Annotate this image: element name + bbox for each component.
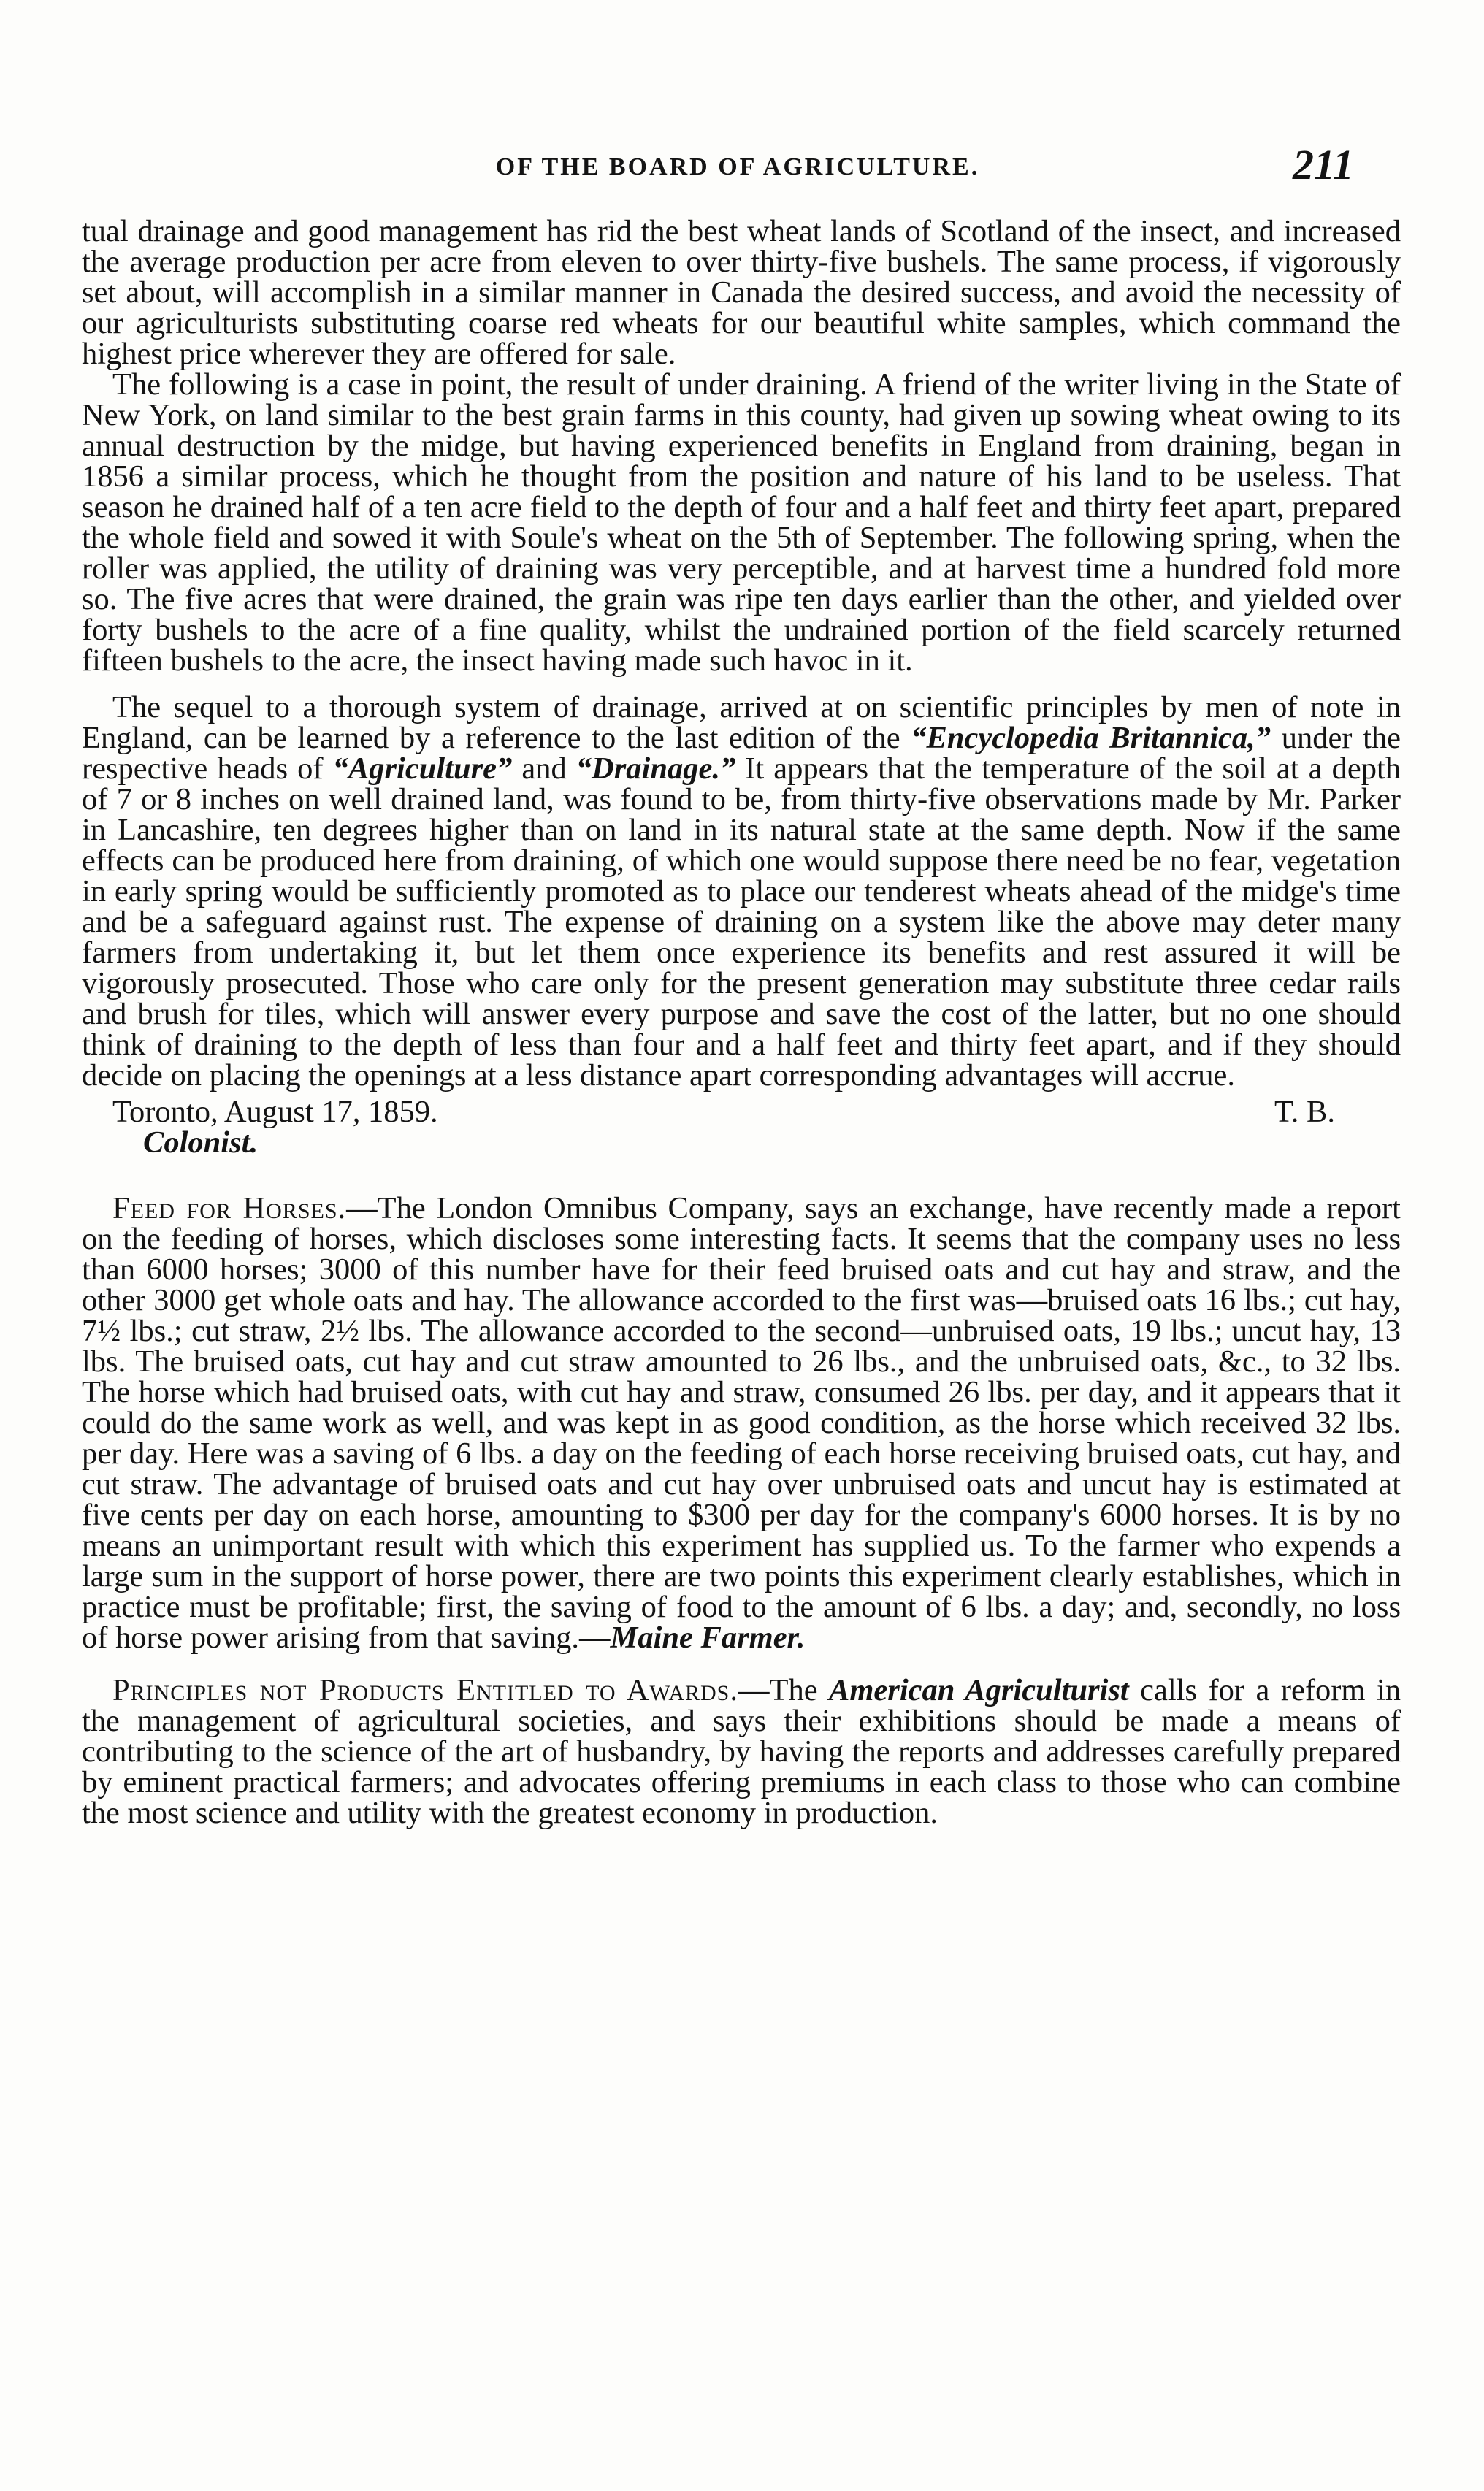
article-1-paragraph-3 (82, 692, 1401, 1091)
article-3-paragraph (82, 1675, 1401, 1829)
article-1-paragraph-1: tual drainage and good management has rid the best wheat lands of Scotland of the insect, and increased the average production per acre from eleven to over thirty-five bushels. The same process, if vigorously set about, will accomplish in a similar manner in Canada the desired success, and avoid the necessity of our agriculturists substituting coarse red wheats for our beautiful white samples, which command the highest price wherever they are offered for sale. (82, 214, 1401, 371)
drainage-heading-reference: “Drainage.” (575, 751, 736, 786)
encyclopedia-title: “Encyclopedia Britannica,” (911, 721, 1271, 755)
page-number: 211 (1293, 141, 1354, 188)
paragraph-text: The sequel to a thorough system of drainage, arrived at on scientific principles by men of note in England, can be learned by a reference to the last edition of the (82, 690, 1401, 755)
article-3-heading: Principles not Products Entitled to Awards. (112, 1673, 738, 1707)
article-3-body: —The (738, 1673, 830, 1707)
running-header: OF THE BOARD OF AGRICULTURE. (495, 153, 980, 180)
article-2-heading: Feed for Horses. (112, 1191, 347, 1225)
paragraph-text: and (512, 751, 576, 786)
paragraph-text: It appears that the temperature of the soil at a depth of 7 or 8 inches on well drained land, was found to be, from thirty-five observations made by Mr. Parker in Lancashire, ten degrees higher than on land in its natural state at the same depth. Now if the same effects can be produced here from draining, of which one would suppose there need be no fear, vegetation in early spring would be sufficiently promoted as to place our tenderest wheats ahead of the midge's time and be a safeguard against rust. The expense of draining on a system like the above may deter many farmers from undertaking it, but let them once experience its benefits and rest assured it will be vigorously prosecuted. Those who care only for the present generation may substitute three cedar rails and brush for tiles, which will answer every purpose and save the cost of the latter, but no one should think of draining to the depth of less than four and a half feet and thirty feet apart, and if they should decide on placing the openings at a less distance apart corresponding advantages will accrue. (82, 751, 1401, 1093)
source-credit: Colonist. (143, 1125, 259, 1160)
page-body (82, 216, 1401, 1829)
paragraph-text: under the respective heads of (82, 721, 1401, 786)
signature-row (82, 1097, 1401, 1128)
agriculture-heading-reference: “Agriculture” (332, 751, 513, 786)
article-2-source: Maine Farmer. (610, 1621, 806, 1655)
dateline: Toronto, August 17, 1859. (112, 1095, 438, 1129)
article-1-paragraph-2: The following is a case in point, the result of under draining. A friend of the writer living in the State of New York, on land similar to the best grain farms in this county, had given up sowing wheat owing to its annual destruction by the midge, but having experienced benefits in England from draining, began in 1856 a similar process, which he thought from the position and nature of his land to be useless. That season he drained half of a ten acre field to the depth of four and a half feet and thirty feet apart, prepared the whole field and sowed it with Soule's wheat on the 5th of September. The following spring, when the roller was applied, the utility of draining was very perceptible, and at harvest time a hundred fold more so. The five acres that were drained, the grain was ripe ten days earlier than the other, and yielded over forty bushels to the acre of a fine quality, whilst the undrained portion of the field scarcely returned fifteen bushels to the acre, the insect having made such havoc in it. (82, 367, 1401, 678)
publication-title: American Agriculturist (829, 1673, 1129, 1707)
article-2-paragraph (82, 1193, 1401, 1653)
article-2-body: —The London Omnibus Company, says an exchange, have recently made a report on the feeding of horses, which discloses some interesting facts. It seems that the company uses no less than 6000 horses; 3000 of this number have for their feed bruised oats and cut hay and straw, and the other 3000 get whole oats and hay. The allowance accorded to the first was—bruised oats 16 lbs.; cut hay, 7½ lbs.; cut straw, 2½ lbs. The allowance accorded to the second—unbruised oats, 19 lbs.; uncut hay, 13 lbs. The bruised oats, cut hay and cut straw amounted to 26 lbs., and the unbruised oats, &c., to 32 lbs. The horse which had bruised oats, with cut hay and straw, consumed 26 lbs. per day, and it appears that it could do the same work as well, and was kept in as good condition, as the horse which received 32 lbs. per day. Here was a saving of 6 lbs. a day on the feeding of each horse receiving bruised oats, cut hay, and cut straw. The advantage of bruised oats and cut hay over unbruised oats and uncut hay is estimated at five cents per day on each horse, amounting to $300 per day for the company's 6000 horses. It is by no means an unimportant result with which this experiment has supplied us. To the farmer who expends a large sum in the support of horse power, there are two points this experiment clearly establishes, which in practice must be profitable; first, the saving of food to the amount of 6 lbs. a day; and, secondly, no loss of horse power arising from that saving.— (82, 1191, 1401, 1655)
article-3-body: calls for a reform in the management of agricultural societies, and says their exhibitions should be made a means of contributing to the science of the art of husbandry, by having the reports and addresses carefully prepared by eminent practical farmers; and advocates offering premiums in each class to those who can combine the most science and utility with the greatest economy in production. (82, 1673, 1401, 1830)
author-initials: T. B. (1274, 1095, 1335, 1129)
